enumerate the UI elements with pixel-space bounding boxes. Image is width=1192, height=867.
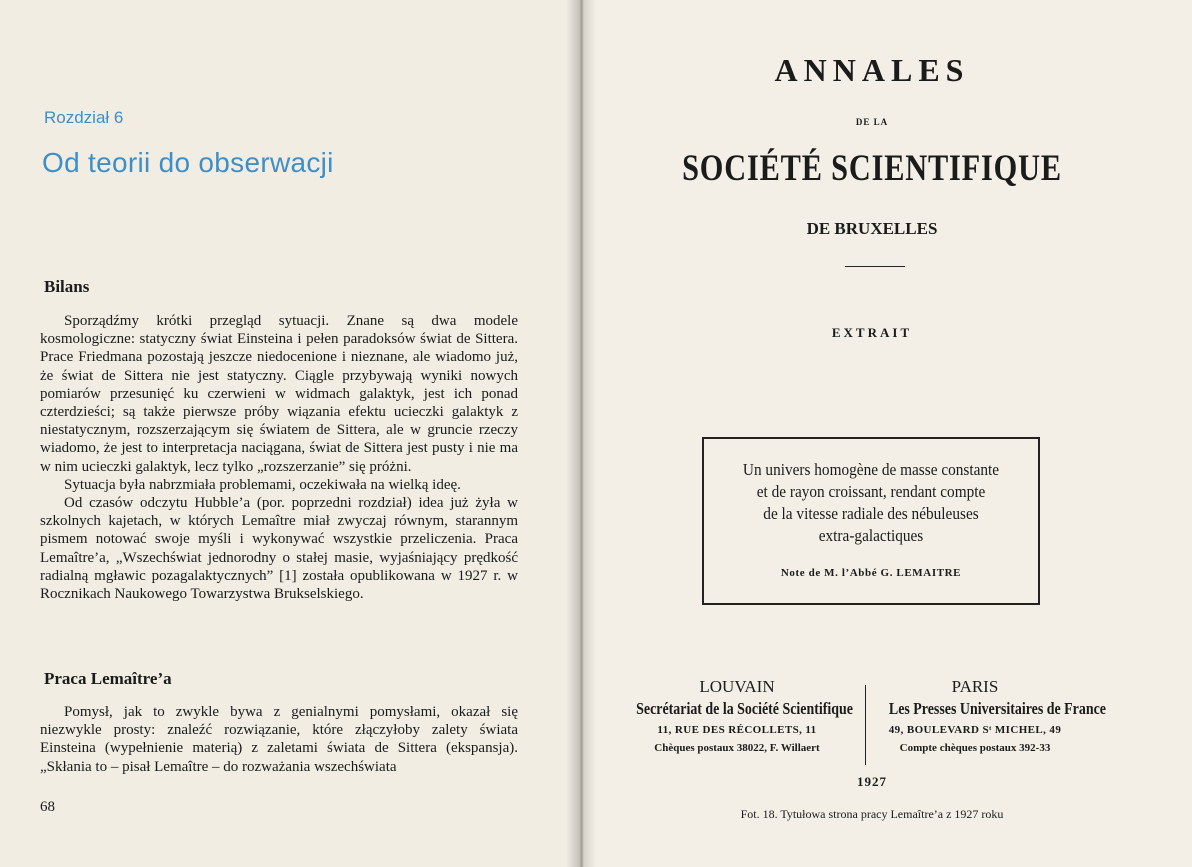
chapter-number: Rozdział 6: [44, 108, 124, 127]
section-title-praca: Praca Lemaître’a: [44, 669, 172, 688]
article-title-line: et de rayon croissant, rendant compte: [756, 482, 986, 501]
paragraph: Sytuacja była nabrzmiała problemami, oczekiwała na wielką ideę.: [64, 476, 461, 493]
publisher-name: Les Presses Universitaires de France: [888, 699, 1106, 718]
publisher-address: 49, BOULEVARD Sᵗ MICHEL, 49: [888, 724, 1062, 736]
chapter-title: Od teorii do obserwacji: [42, 147, 334, 178]
publisher-city: PARIS: [951, 677, 999, 696]
article-title-line: de la vitesse radiale des nébuleuses: [763, 504, 979, 523]
publisher-divider: [865, 685, 866, 765]
publisher-cheques: Compte chèques postaux 392-33: [899, 742, 1051, 754]
paragraph: Od czasów odczytu Hubble’a (por. poprzedni rozdział) idea już żyła w szkolnych kajetach, w których Lemaître miał zwyczaj równym, starannym pismem notować swoje myśli i wykonywać wszystkie przeliczenia. Praca Lemaître’a, „Wszechświat jednorodny o stałej masie, wyjaśniający prędkość radialną mgławic pozagalaktycznych” [1] została opublikowana w 1927 r. w Rocznikach Naukowego Towarzystwa Brukselskiego.: [40, 495, 518, 603]
publisher-city: LOUVAIN: [699, 677, 775, 696]
book-gutter: [566, 0, 596, 867]
publisher-paris: [870, 677, 1106, 757]
article-title: [721, 459, 1022, 547]
publisher-address: 11, RUE DES RÉCOLLETS, 11: [657, 724, 817, 736]
paragraph: Sporządźmy krótki przegląd sytuacji. Znane są dwa modele kosmologiczne: statyczny świat Einsteina i pełen paradoksów świat de Sittera. Prace Friedmana pozostają jeszcze niedocenione i nieznane, ale wiadomo już, że świat de Sittera nie jest statyczny. Ciągle przybywają wyniki nowych pomiarów przesunięć ku czerwieni w widmach galaktyk, jest ich ponad czterdzieści; są także pierwsze próby wiązania efektu ucieczki galaktyk z niestatycznym, rozszerzającym się światem de Sittera, ale w gruncie rzeczy wiadomo, że jest to interpretacja naciągana, świat de Sittera jest pusty i nie ma w nim ucieczki galaktyk, lecz tylko „rozszerzanie” się próżni.: [40, 313, 518, 475]
article-title-line: Un univers homogène de masse constante: [742, 460, 1000, 479]
left-page: [0, 0, 582, 867]
paragraph: Pomysł, jak to zwykle bywa z genialnymi pomysłami, okazał się niezwykle prosty: znaleźć rozwiązanie, które złączyłoby zalety świata Einsteina (wypełnienie materią) z zaletami świata de Sittera (ekspansja). „Skłania to – pisał Lemaître – do rozważania wszechświata: [40, 704, 518, 775]
section-body-bilans: [40, 312, 518, 603]
figure-caption: Fot. 18. Tytułowa strona pracy Lemaître’a z 1927 roku: [740, 807, 1004, 821]
section-body-praca: [40, 703, 518, 776]
publication-year: 1927: [857, 774, 887, 789]
de-la-label: DE LA: [855, 117, 889, 127]
publisher-louvain: [614, 677, 860, 757]
societe-heading: SOCIÉTÉ SCIENTIFIQUE: [682, 148, 1062, 189]
publisher-name: Secrétariat de la Société Scientifique: [636, 699, 853, 718]
annales-heading: ANNALES: [774, 52, 970, 88]
extrait-label: EXTRAIT: [831, 325, 913, 340]
article-title-box: [702, 437, 1040, 605]
article-title-line: extra-galactiques: [818, 526, 924, 545]
de-bruxelles-label: DE BRUXELLES: [806, 219, 938, 238]
section-title-bilans: Bilans: [44, 277, 90, 296]
title-rule: [845, 266, 905, 267]
author-note: Note de M. l’Abbé G. LEMAITRE: [780, 567, 962, 579]
publisher-cheques: Chèques postaux 38022, F. Willaert: [654, 742, 820, 754]
page-number: 68: [40, 799, 55, 815]
